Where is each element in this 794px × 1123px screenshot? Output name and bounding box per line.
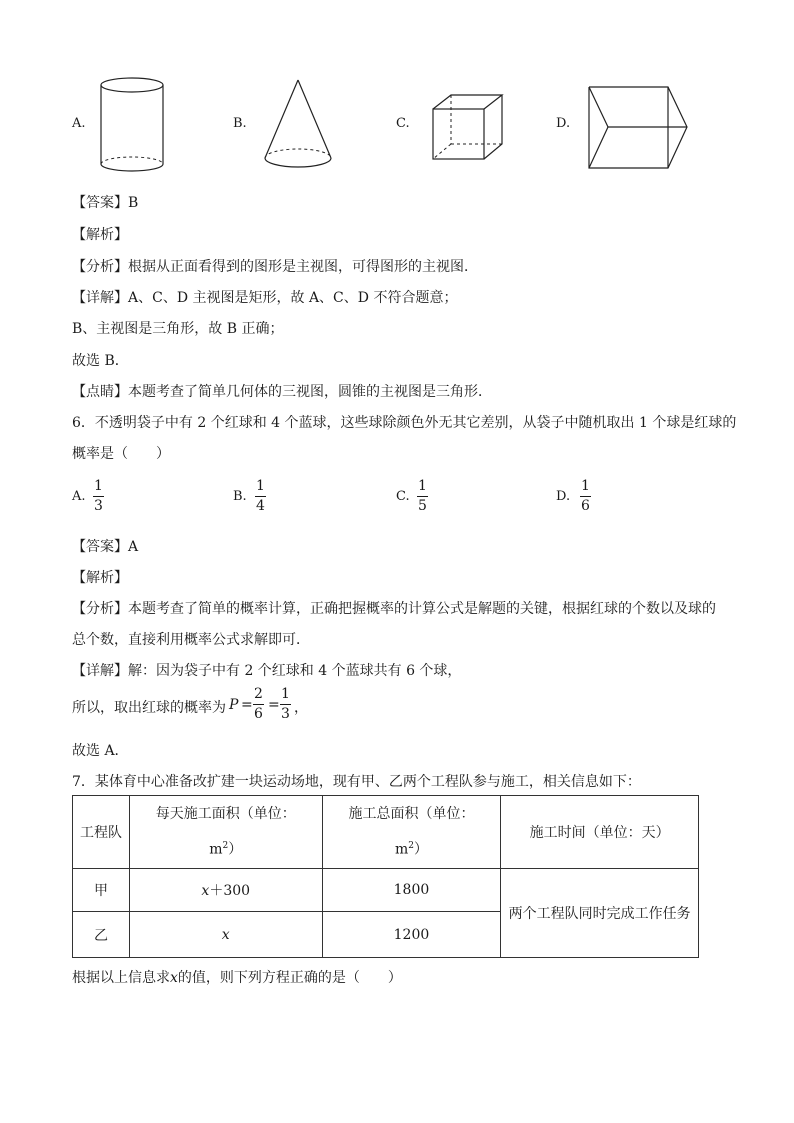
q5-detail-2: B、主视图是三角形，故 B 正确； xyxy=(72,321,284,337)
q5-analysis: 【分析】根据从正面看得到的图形是主视图，可得图形的主视图． xyxy=(72,259,478,275)
unit-m: m xyxy=(394,841,409,858)
unit-m: m xyxy=(209,841,223,858)
q6-option-b-fraction xyxy=(255,478,266,515)
q6-calc-eq1: = xyxy=(241,697,253,713)
q5-detail-1: 【详解】A、C、D 主视图是矩形，故 A、C、D 不符合题意； xyxy=(72,290,458,306)
q6-calc-suffix: ， xyxy=(294,700,308,716)
q6-option-b-label: B. xyxy=(233,489,247,504)
q7-question-suffix: 的值，则下列方程正确的是（ ） xyxy=(177,970,402,986)
row-daily-yi: x xyxy=(129,912,322,958)
fraction-denominator: 3 xyxy=(281,706,290,722)
cube-figure xyxy=(430,92,506,162)
q6-calc-prefix: 所以，取出红球的概率为 xyxy=(72,700,226,716)
fraction-numerator: 1 xyxy=(581,478,590,494)
header-total-area xyxy=(322,796,501,869)
row-total-yi: 1200 xyxy=(322,912,501,958)
q6-conclusion: 故选 A． xyxy=(72,743,129,759)
fraction-numerator: 1 xyxy=(256,478,265,494)
row-team-yi: 乙 xyxy=(73,912,130,958)
q7-question-var: x xyxy=(170,970,178,986)
fraction-denominator: 4 xyxy=(256,498,265,514)
fraction-numerator: 2 xyxy=(254,686,263,702)
row-team-jia: 甲 xyxy=(73,869,130,912)
row-total-jia: 1800 xyxy=(322,869,501,912)
q6-detail: 【详解】解：因为袋子中有 2 个红球和 4 个蓝球共有 6 个球， xyxy=(72,663,462,679)
fraction-denominator: 6 xyxy=(254,706,263,722)
header-daily-text: 每天施工面积（单位： xyxy=(155,806,296,823)
q6-analysis-line-1: 【分析】本题考查了简单的概率计算，正确把握概率的计算公式是解题的关键，根据红球的个数以及球的 xyxy=(72,601,716,617)
cylinder-figure xyxy=(96,76,168,176)
fraction-denominator: 5 xyxy=(418,498,427,514)
q5-answer: 【答案】B xyxy=(72,195,139,211)
header-time: 施工时间（单位：天） xyxy=(501,796,699,869)
q6-calc-eq2: = xyxy=(268,697,280,713)
option-d-label: D. xyxy=(556,116,571,131)
row-daily-jia xyxy=(129,869,322,912)
q6-option-d-label: D. xyxy=(556,489,571,504)
q6-calc-p: P xyxy=(229,697,239,713)
header-total-text: 施工总面积（单位： xyxy=(348,806,475,823)
var-x: x xyxy=(201,883,210,899)
q5-analysis-heading: 【解析】 xyxy=(72,227,128,243)
plus-300: ＋300 xyxy=(209,883,251,899)
q6-stem-line-2: 概率是（ ） xyxy=(72,446,170,462)
q5-comment: 【点睛】本题考查了简单几何体的三视图，圆锥的主视图是三角形． xyxy=(72,384,492,400)
close-paren: ） xyxy=(413,841,428,858)
close-paren: ） xyxy=(228,841,243,858)
q6-option-c-fraction xyxy=(417,478,428,515)
unit-square: 2 xyxy=(408,841,414,852)
cone-figure xyxy=(258,78,338,176)
q6-calc-fraction-1 xyxy=(253,686,264,723)
fraction-numerator: 1 xyxy=(281,686,290,702)
q6-option-a-label: A. xyxy=(72,489,86,504)
header-team: 工程队 xyxy=(73,796,130,869)
q6-analysis-line-2: 总个数，直接利用概率公式求解即可． xyxy=(72,632,310,648)
q5-conclusion: 故选 B． xyxy=(72,353,129,369)
option-b-label: B. xyxy=(233,116,247,131)
fraction-numerator: 1 xyxy=(94,478,103,494)
q6-option-d-fraction xyxy=(580,478,591,515)
time-note: 两个工程队同时完成工作任务 xyxy=(501,869,699,958)
header-daily-area xyxy=(129,796,322,869)
q7-question xyxy=(72,967,402,987)
q6-option-a-fraction xyxy=(93,478,104,515)
q7-question-prefix: 根据以上信息求 xyxy=(72,970,170,986)
table-header-row xyxy=(73,796,699,869)
q7-info-table xyxy=(72,795,699,958)
fraction-numerator: 1 xyxy=(418,478,427,494)
fraction-denominator: 3 xyxy=(94,498,103,514)
option-a-label: A. xyxy=(72,116,86,131)
q7-stem: 7．某体育中心准备改扩建一块运动场地，现有甲、乙两个工程队参与施工，相关信息如下： xyxy=(72,774,641,790)
unit-square: 2 xyxy=(222,841,229,852)
fraction-denominator: 6 xyxy=(581,498,590,514)
q6-calc-fraction-2 xyxy=(280,686,291,723)
q6-option-c-label: C. xyxy=(396,489,410,504)
q6-answer: 【答案】A xyxy=(72,539,139,555)
table-row xyxy=(73,869,699,912)
triangular-prism-figure xyxy=(586,82,690,172)
q6-stem-line-1: 6．不透明袋子中有 2 个红球和 4 个蓝球，这些球除颜色外无其它差别，从袋子中随机取出 1 个球是红球的 xyxy=(72,415,737,431)
q6-analysis-heading: 【解析】 xyxy=(72,570,128,586)
option-c-label: C. xyxy=(396,116,410,131)
